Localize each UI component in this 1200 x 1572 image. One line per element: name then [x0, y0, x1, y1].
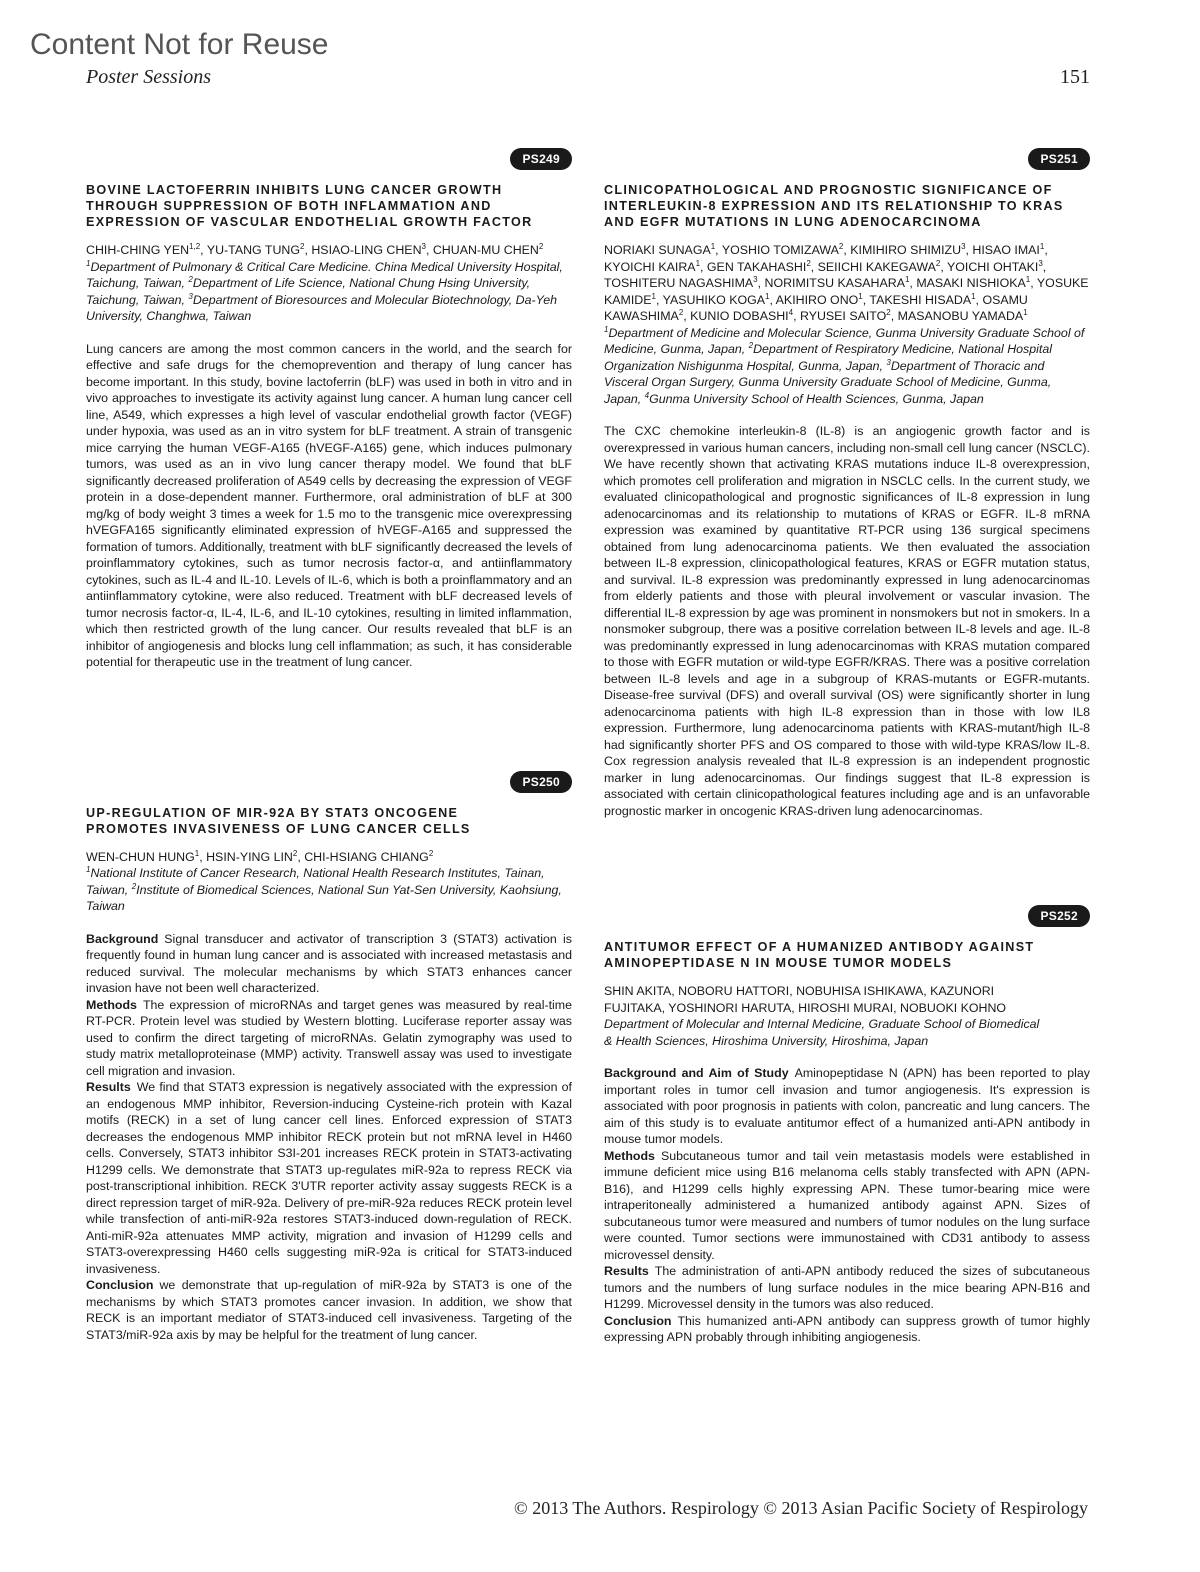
author-name: CHIH-CHING YEN — [86, 243, 190, 257]
section-heading: Methods — [86, 997, 137, 1012]
section-text: This humanized anti-APN antibody can suppress growth of tumor highly expressing APN probably through inhibiting angiogenesis. — [604, 1313, 1090, 1344]
abstract-title: BOVINE LACTOFERRIN INHIBITS LUNG CANCER GROWTH THROUGH SUPPRESSION OF BOTH INFLAMMATION AND EXPRESSION OF VASCULAR ENDOTHELIAL GROWTH FACTOR — [86, 183, 533, 229]
abstract-section — [604, 1065, 1090, 1148]
abstract-section — [86, 997, 572, 1080]
affiliation-text: Department of Thoracic and Visceral Organ Surgery, Gunma University Graduate School of Medicine, Gunma, Japan, — [604, 358, 1052, 406]
author-name: MASAKI NISHIOKA — [916, 276, 1026, 290]
author-name: MASANOBU YAMADA — [897, 309, 1024, 323]
author-affiliation-marker: 2 — [838, 241, 844, 251]
section-heading: Conclusion — [604, 1313, 672, 1328]
abstract-section — [86, 931, 572, 997]
abstract-authors: NORIAKI SUNAGA$^1$, YOSHIO TOMIZAWA$^2$, KIMIHIRO SHIMIZU$^3$, HISAO IMAI$^1$, KYOICHI KAIRA$^1$, GEN TAKAHASHI$^2$, SEIICHI KAKEGAWA$^2$, YOICHI OHTAKI$^3$, TOSHITERU NAGASHIMA$^3$, NORIMITSU KASAHARA$^1$, MASAKI NISHIOKA$^1$, YOSUKE KAMIDE$^1$, YASUHIKO KOGA$^1$, AKIHIRO ONO$^1$, TAKESHI HISADA$^1$, OSAMU KAWASHIMA$^2$, KUNIO DOBASHI$^4$, RYUSEI SAITO$^2$, MASANOBU YAMADA$^1$ — [604, 241, 1089, 323]
author-affiliation-marker: 1 — [1023, 307, 1028, 317]
affiliation-marker: 1 — [86, 864, 91, 874]
author-name: YOICHI OHTAKI — [946, 259, 1039, 274]
author-affiliation-marker: 1 — [765, 291, 770, 301]
abstract-badge: PS249 — [510, 148, 572, 170]
section-heading: Background — [86, 931, 159, 946]
author-affiliation-marker: 1 — [1025, 274, 1031, 284]
affiliation-text: Department of Life Science, National Chung Hsing University, Taichung, Taiwan, — [86, 276, 531, 307]
author-name: HSIN-YING LIN — [206, 849, 293, 864]
abstract-badge: PS250 — [510, 771, 572, 793]
author-affiliation-marker: 2 — [428, 848, 434, 858]
section-text: Subcutaneous tumor and tail vein metastasis models were established in immune deficient mice using B16 melanoma cells stably transfected with APN (APN-B16), and H1299 cells highly expressing APN. These tumor-bearing mice were intraperitoneally administered a humanized antibody against APN. Sizes of subcutaneous tumor were measured and numbers of tumor nodules on the lung surface were counted. Tumor sections were immunostained with CD31 antibody to assess microvessel density. — [604, 1148, 1090, 1262]
copyright-footer: © 2013 The Authors. Respirology © 2013 Asian Pacific Society of Respirology — [514, 1498, 1088, 1518]
abstract-ps250 — [86, 771, 572, 1344]
author-name: CHUAN-MU CHEN — [432, 243, 539, 257]
section-label: Poster Sessions — [86, 66, 211, 88]
author-name: WEN-CHUN HUNG — [86, 849, 195, 864]
author-affiliation-marker: 1 — [194, 848, 200, 858]
affiliation-marker: 3 — [188, 291, 193, 301]
right-column — [604, 148, 1090, 1346]
author-affiliation-marker: 2 — [935, 258, 941, 268]
abstract-ps251 — [604, 148, 1090, 819]
author-affiliation-marker: 1 — [971, 291, 976, 301]
abstract-authors: CHIH-CHING YEN$^{1,2}$, YU-TANG TUNG$^2$, HSIAO-LING CHEN$^3$, CHUAN-MU CHEN$^2$ — [86, 241, 544, 257]
abstract-authors: WEN-CHUN HUNG$^1$, HSIN-YING LIN$^2$, CHI-HSIANG CHIANG$^2$ — [86, 848, 434, 864]
author-affiliation-marker: 2 — [538, 241, 544, 251]
author-affiliation-marker: 1 — [858, 291, 863, 301]
author-affiliation-marker: 4 — [788, 307, 794, 317]
author-affiliation-marker: 2 — [678, 307, 684, 317]
author-name: RYUSEI SAITO — [799, 309, 887, 323]
abstract-title: ANTITUMOR EFFECT OF A HUMANIZED ANTIBODY AGAINST AMINOPEPTIDASE N IN MOUSE TUMOR MODELS — [604, 940, 1035, 970]
author-affiliation-marker: 1,2 — [189, 241, 201, 251]
author-name: KUNIO DOBASHI — [690, 309, 789, 323]
section-text: We find that STAT3 expression is negatively associated with the expression of an endogenous MMP inhibitor, Reversion-inducing Cysteine-rich protein with Kazal motifs (RECK) in a set of lung cancer cell lines. Enforced expression of STAT3 decreases the endogenous MMP inhibitor RECK protein but not mRNA level in H460 cells. Conversely, STAT3 inhibitor S3I-201 increases RECK protein in STAT3-activating H1299 cells. We demonstrate that STAT3 up-regulates miR-92a to repress RECK via post-transcriptional inhibition. RECK 3'UTR reporter activity assay suggests RECK is a direct repression target of miR-92a. Delivery of pre-miR-92a reduces RECK protein level while transfection of anti-miR-92a restores STAT3-induced down-regulation of RECK. Anti-miR-92a attenuates MMP activity, migration and invasion of H1299 cells and STAT3-overexpressing H460 cells suggesting miR-92a is critical for STAT3-induced invasiveness. — [86, 1080, 572, 1276]
affiliation-text: Department of Medicine and Molecular Science, Gunma University Graduate School of Medicine, Gunma, Japan, — [604, 325, 1085, 356]
author-affiliation-marker: 3 — [961, 241, 966, 251]
affiliation-marker: 2 — [748, 340, 754, 350]
abstract-badge: PS252 — [1028, 905, 1090, 927]
section-heading: Background and Aim of Study — [604, 1066, 789, 1080]
affiliation-marker: 2 — [131, 881, 137, 891]
affiliation-text: National Institute of Cancer Research, National Health Research Institutes, Tainan, Taiwan, — [86, 866, 545, 897]
abstract-affiliations — [604, 325, 1090, 408]
author-affiliation-marker: 2 — [292, 848, 298, 858]
author-name: YOSHIO TOMIZAWA — [721, 243, 839, 257]
affiliation-marker: 3 — [886, 357, 891, 367]
affiliation-marker: 1 — [86, 258, 91, 268]
affiliation-text: Institute of Biomedical Sciences, National Sun Yat-Sen University, Kaohsiung, Taiwan — [86, 882, 562, 913]
section-text: we demonstrate that up-regulation of miR-92a by STAT3 is one of the mechanisms by which STAT3 promotes cancer invasion. In addition, we show that RECK is an important mediator of STAT3-induced cell invasiveness. Targeting of the STAT3/miR-92a axis by may be helpful for the treatment of lung cancer. — [86, 1278, 572, 1342]
abstract-section — [86, 1277, 572, 1343]
section-heading: Results — [604, 1264, 649, 1278]
section-heading: Conclusion — [86, 1278, 154, 1292]
abstract-body: The CXC chemokine interleukin-8 (IL-8) is an angiogenic growth factor and is overexpressed in various human cancers, including non-small cell lung cancer (NSCLC). We have recently shown that activating KRAS mutations induce IL-8 overexpression, which promotes cell proliferation and migration in NSCLC cells. In the current study, we evaluated clinicopathological and prognostic significances of IL-8 expression in lung adenocarcinomas and its relationship to mutations of KRAS or EGFR. IL-8 mRNA expression was examined by quantitative RT-PCR using 136 surgical specimens obtained from lung adenocarcinoma patients. We then evaluated the association between IL-8 expression, clinicopathological features, KRAS or EGFR mutation status, and survival. IL-8 expression was predominantly expressed in lung adenocarcinomas from elderly patients and those with pleural involvement or vascular invasion. The differential IL-8 expression by age was prominent in nonsmokers but not in smokers. In a nonsmoker subgroup, there was a positive correlation between IL-8 levels and age. IL-8 was predominantly expressed in lung adenocarcinomas with KRAS mutation compared to those with EGFR mutation or wild-type EGFR/KRAS. There was a positive correlation between IL-8 levels and age in a subgroup of KRAS-mutants or EGFR-mutants. Disease-free survival (DFS) and overall survival (OS) were significantly shorter in lung adenocarcinoma patients with high IL-8 expression than in those with low IL8 expression. Furthermore, lung adenocarcinoma patients with KRAS-mutant/high IL-8 had significantly shorter PFS and OS compared to those with wild-type KRAS/low IL-8. Cox regression analysis revealed that IL-8 expression is an independent prognostic marker in lung adenocarcinomas. Our findings suggest that IL-8 expression is associated with certain clinicopathological features including age and is an unfavorable prognostic marker in oncogenic KRAS-driven lung adenocarcinomas. — [604, 424, 1091, 818]
author-name: TOSHITERU NAGASHIMA — [604, 276, 754, 290]
author-name: OSAMU KAWASHIMA — [604, 292, 1028, 323]
author-affiliation-marker: 1 — [695, 258, 701, 268]
abstract-section — [604, 1263, 1090, 1313]
abstract-ps252 — [604, 905, 1090, 1346]
author-affiliation-marker: 1 — [710, 241, 716, 251]
author-affiliation-marker: 2 — [806, 258, 811, 268]
author-affiliation-marker: 3 — [421, 241, 426, 251]
author-name: HSIAO-LING CHEN — [311, 243, 422, 257]
author-name: AKIHIRO ONO — [775, 292, 859, 307]
section-text: Signal transducer and activator of transcription 3 (STAT3) activation is frequently found in human lung cancer and is associated with increased metastasis and reduced survival. The molecular mechanisms by which STAT3 enhances cancer invasion have not been well characterized. — [86, 931, 572, 995]
section-heading: Results — [86, 1080, 131, 1094]
author-name: YOSUKE KAMIDE — [604, 276, 1089, 307]
abstract-ps249 — [86, 148, 572, 671]
author-affiliation-marker: 3 — [753, 274, 758, 284]
author-name: KIMIHIRO SHIMIZU — [850, 243, 962, 257]
author-name: HISAO IMAI — [972, 243, 1040, 257]
section-text: Aminopeptidase N (APN) has been reported to play important roles in tumor cell invasion and tumor angiogenesis. It's expression is associated with poor prognosis in patients with colon, pancreatic and lung cancers. The aim of this study is to evaluate antitumor effect of a humanized anti-APN antibody in mouse tumor models. — [604, 1066, 1090, 1146]
affiliation-marker: 1 — [604, 324, 609, 334]
affiliation-text: Department of Pulmonary & Critical Care Medicine. China Medical University Hospital, Taichung, Taiwan, — [86, 259, 563, 290]
author-name: CHI-HSIANG CHIANG — [304, 849, 429, 864]
author-name: GEN TAKAHASHI — [706, 259, 807, 274]
abstract-badge: PS251 — [1028, 148, 1090, 170]
author-affiliation-marker: 3 — [1038, 258, 1043, 268]
author-name: KYOICHI KAIRA — [604, 259, 696, 274]
affiliation-marker: 4 — [644, 390, 650, 400]
author-affiliation-marker: 1 — [1039, 241, 1045, 251]
author-name: TAKESHI HISADA — [869, 292, 972, 307]
section-text: The expression of microRNAs and target genes was measured by real-time RT-PCR. Protein level was studied by Western blotting. Luciferase reporter assay was used to confirm the direct targeting of microRNAs. Gelatin zymography was used to study matrix metalloproteinase (MMP) activity. Transwell assay was used to investigate cell migration and invasion. — [86, 997, 572, 1078]
abstract-authors: SHIN AKITA, NOBORU HATTORI, NOBUHISA ISHIKAWA, KAZUNORI FUJITAKA, YOSHINORI HARUTA, HIROSHI MURAI, NOBUOKI KOHNO — [604, 984, 1007, 1015]
abstract-section — [604, 1148, 1090, 1264]
abstract-section — [86, 1079, 572, 1277]
author-name: SEIICHI KAKEGAWA — [817, 259, 936, 274]
author-name: NORIAKI SUNAGA — [604, 243, 711, 257]
author-affiliation-marker: 2 — [300, 241, 305, 251]
abstract-affiliations: Department of Molecular and Internal Medicine, Graduate School of Biomedical & Health Sciences, Hiroshima University, Hiroshima, Japan — [604, 1017, 1040, 1048]
abstract-section — [604, 1313, 1090, 1346]
affiliation-text: Department of Bioresources and Molecular Biotechnology, Da-Yeh University, Changhwa, Taiwan — [86, 292, 557, 323]
affiliation-text: Department of Respiratory Medicine, National Hospital Organization Nishigunma Hospital, Gunma, Japan, — [604, 342, 1052, 373]
author-name: NORIMITSU KASAHARA — [764, 276, 905, 290]
section-heading: Methods — [604, 1148, 655, 1163]
author-name: YU-TANG TUNG — [206, 243, 301, 257]
author-affiliation-marker: 1 — [904, 274, 910, 284]
abstract-title: CLINICOPATHOLOGICAL AND PROGNOSTIC SIGNIFICANCE OF INTERLEUKIN-8 EXPRESSION AND ITS RELATIONSHIP TO KRAS AND EGFR MUTATIONS IN LUNG ADENOCARCINOMA — [604, 183, 1064, 229]
abstract-affiliations — [86, 259, 572, 325]
author-affiliation-marker: 1 — [651, 291, 656, 301]
author-affiliation-marker: 2 — [886, 307, 891, 317]
author-name: YASUHIKO KOGA — [662, 292, 766, 307]
left-column — [86, 148, 572, 1343]
affiliation-text: Gunma University School of Health Sciences, Gunma, Japan — [649, 391, 984, 406]
affiliation-marker: 2 — [188, 274, 193, 284]
abstract-body: Lung cancers are among the most common cancers in the world, and the search for effective and safe drugs for the chemoprevention and therapy of lung cancer has become important. In this study, bovine lactoferrin (bLF) was used in both in vitro and in vivo approaches to investigate its activity against lung cancer. A human lung cancer cell line, A549, which expresses a high level of vascular endothelial growth factor (VEGF) under hypoxia, was used as an in vitro system for bLF treatment. A strain of transgenic mice carrying the human VEGF-A165 (hVEGF-A165) gene, which induces pulmonary tumors, was used as an in vivo lung cancer therapy model. We found that bLF significantly decreased proliferation of A549 cells by decreasing the expression of VEGF protein in a dose-dependent manner. Furthermore, oral administration of bLF at 300 mg/kg of body weight 3 times a week for 1.5 mo to the transgenic mice overexpressing hVEGFA165 significantly eliminated expression of hVEGF-A165 and suppressed the formation of tumors. Additionally, treatment with bLF significantly decreased the levels of proinflammatory cytokines, such as tumor necrosis factor-α, and antiinflammatory cytokines, such as IL-4 and IL-10. Levels of IL-6, which is both a proinflammatory and an antiinflammatory cytokine, were also reduced. Treatment with bLF decreased levels of tumor necrosis factor-α, IL-4, IL-6, and IL-10 cytokines, resulting in limited inflammation, which then restricted growth of the lung cancer. Our results revealed that bLF is an inhibitor of angiogenesis and blocks lung cell inflammation; as such, it has considerable potential for therapeutic use in the treatment of lung cancer. — [86, 341, 572, 669]
abstract-title: UP-REGULATION OF MIR-92A BY STAT3 ONCOGENE PROMOTES INVASIVENESS OF LUNG CANCER CELLS — [86, 805, 471, 836]
abstract-affiliations — [86, 865, 572, 915]
watermark: Content Not for Reuse — [30, 28, 329, 61]
page-number: 151 — [1060, 66, 1090, 88]
section-text: The administration of anti-APN antibody reduced the sizes of subcutaneous tumors and the numbers of lung surface nodules in the mice bearing APN-B16 and H1299. Microvessel density in the tumors was also reduced. — [604, 1264, 1090, 1311]
